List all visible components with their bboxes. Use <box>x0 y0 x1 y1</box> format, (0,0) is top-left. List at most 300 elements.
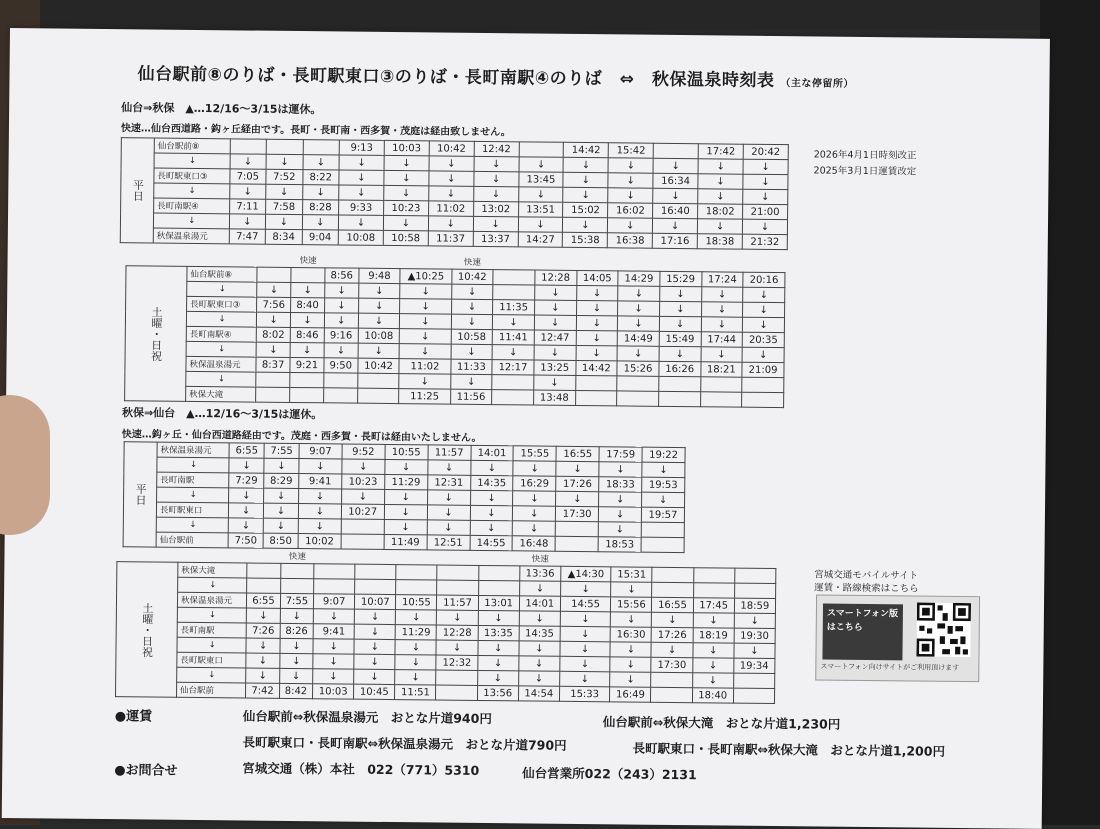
outbound-note: 快速…仙台西道路・鈎ヶ丘経由です。長町・長町南・西多賀・茂庭は経由致しません。 <box>120 123 511 139</box>
time-cell <box>230 139 267 154</box>
time-cell: ↓ <box>734 613 775 628</box>
time-cell: 18:19 <box>693 628 734 643</box>
time-cell: ↓ <box>470 460 513 475</box>
time-cell: 21:09 <box>742 362 784 377</box>
time-cell: 16:34 <box>653 173 698 188</box>
time-cell: ↓ <box>478 640 519 655</box>
time-cell: 18:59 <box>734 598 775 613</box>
time-cell: 8:42 <box>279 683 313 698</box>
time-cell: ↓ <box>473 186 518 201</box>
time-cell: 19:22 <box>642 447 685 462</box>
express-label <box>325 253 359 268</box>
time-cell: 13:45 <box>518 172 563 187</box>
time-cell <box>478 565 519 580</box>
time-cell <box>734 568 775 583</box>
time-cell: 11:57 <box>428 445 471 460</box>
time-cell: 10:55 <box>396 595 437 610</box>
time-cell <box>641 522 684 537</box>
time-cell: ↓ <box>608 188 653 203</box>
time-cell: ↓ <box>257 282 291 297</box>
time-cell: ↓ <box>518 217 563 232</box>
express-label <box>314 549 355 564</box>
time-cell: ↓ <box>342 459 385 474</box>
time-cell: ↓ <box>313 669 354 684</box>
time-cell: 14:01 <box>519 596 560 611</box>
time-cell <box>492 375 534 390</box>
stop-name-cell: ↓ <box>186 341 256 357</box>
time-cell: ↓ <box>354 669 395 684</box>
time-cell <box>314 564 355 579</box>
smartphone-button[interactable]: スマートフォン版はこちら <box>822 604 903 661</box>
header-spacer <box>126 251 257 267</box>
qr-code-card[interactable] <box>815 594 980 682</box>
time-cell: ↓ <box>302 215 339 230</box>
time-cell: 10:42 <box>358 358 400 373</box>
time-cell: 11:37 <box>428 231 473 246</box>
time-cell: 9:07 <box>314 594 355 609</box>
time-cell: ↓ <box>534 345 576 360</box>
time-cell: ↓ <box>298 489 341 504</box>
day-type-label: 土曜・日祝 <box>116 562 178 698</box>
time-cell <box>555 536 598 551</box>
time-cell: ↓ <box>652 612 693 627</box>
time-cell: 15:49 <box>659 331 701 346</box>
time-cell: 10:45 <box>354 684 395 699</box>
time-cell: 6:55 <box>229 443 264 458</box>
time-cell: ↓ <box>313 639 354 654</box>
time-cell <box>492 390 534 405</box>
time-cell: 10:07 <box>355 594 396 609</box>
time-cell: 11:56 <box>450 389 492 404</box>
time-cell <box>617 376 659 391</box>
time-cell: 14:54 <box>518 686 559 701</box>
time-cell <box>290 372 324 387</box>
stop-name-cell: ↓ <box>157 487 229 503</box>
time-cell: ↓ <box>610 657 651 672</box>
time-cell: ↓ <box>611 582 652 597</box>
time-cell: 12:31 <box>427 475 470 490</box>
time-cell: 16:30 <box>610 627 651 642</box>
time-cell: 17:59 <box>599 447 642 462</box>
time-cell: 16:55 <box>556 446 599 461</box>
stop-name-cell: 長町南駅④ <box>186 326 256 342</box>
time-cell <box>493 270 535 285</box>
time-cell: 11:41 <box>492 330 534 345</box>
time-cell: ↓ <box>400 299 451 315</box>
time-cell: ↓ <box>290 312 324 327</box>
time-cell <box>280 563 314 578</box>
time-cell: ↓ <box>698 174 743 189</box>
time-cell: ↓ <box>556 491 599 506</box>
time-cell: ↓ <box>229 488 264 503</box>
time-cell: ↓ <box>599 462 642 477</box>
stop-name-cell: 仙台駅前⑧ <box>187 266 257 282</box>
stop-name-cell: 仙台駅前⑧ <box>154 138 230 154</box>
time-cell <box>291 267 325 282</box>
time-cell: ▲10:25 <box>400 269 451 285</box>
time-cell: ↓ <box>384 185 429 200</box>
time-cell: ↓ <box>354 639 395 654</box>
time-cell: 7:52 <box>266 169 303 184</box>
time-cell: 10:23 <box>383 200 428 215</box>
time-cell: ↓ <box>563 172 608 187</box>
time-cell <box>693 583 734 598</box>
time-cell: 10:23 <box>342 474 385 489</box>
time-cell: ↓ <box>427 460 470 475</box>
time-cell: ↓ <box>698 189 743 204</box>
time-cell: 18:02 <box>698 204 743 219</box>
time-cell: ↓ <box>519 611 560 626</box>
inbound-weekday-table <box>123 441 686 553</box>
time-cell: ↓ <box>291 282 325 297</box>
time-cell: 11:35 <box>493 300 535 315</box>
time-cell <box>653 143 698 158</box>
contact-label: ●お問合せ <box>114 763 178 779</box>
time-cell: 12:51 <box>427 535 470 550</box>
time-cell: 9:41 <box>299 474 342 489</box>
time-cell <box>733 688 774 703</box>
time-cell: 9:07 <box>299 444 342 459</box>
mobile-site-title: 宮城交通モバイルサイト <box>814 569 919 582</box>
time-cell: 10:03 <box>313 684 354 699</box>
time-cell: ↓ <box>358 298 400 313</box>
stop-name-cell: 長町駅東口③ <box>154 168 230 184</box>
stop-name-cell: ↓ <box>153 213 229 229</box>
revision-1: 2026年4月1日時刻改正 <box>813 149 917 162</box>
time-cell: 17:24 <box>701 272 743 287</box>
time-cell: ↓ <box>598 522 641 537</box>
stop-name-cell: 秋保温泉湯元 <box>157 442 229 458</box>
express-label: 快速 <box>463 257 481 268</box>
time-cell: 18:38 <box>697 234 742 249</box>
express-label <box>247 549 281 564</box>
time-cell <box>436 685 477 700</box>
outbound-weekday-table <box>120 137 789 250</box>
time-cell: ↓ <box>427 490 470 505</box>
inbound-note: 快速…鈎ヶ丘・仙台西道路経由です。茂庭・西多賀・長町は経由いたしません。 <box>121 429 482 444</box>
time-cell: 10:42 <box>429 141 474 156</box>
time-cell: 14:42 <box>575 360 617 375</box>
time-cell: ↓ <box>519 656 560 671</box>
stop-name-cell: 長町南駅 <box>177 622 246 638</box>
inbound-holiday-table <box>115 547 777 704</box>
time-cell <box>617 391 659 406</box>
time-cell: 12:28 <box>437 625 478 640</box>
stop-name-cell: ↓ <box>177 667 246 683</box>
time-cell: ↓ <box>358 313 400 328</box>
time-cell: ↓ <box>384 155 429 170</box>
time-cell <box>575 375 617 390</box>
time-cell <box>652 582 693 597</box>
time-cell: 18:21 <box>700 362 742 377</box>
time-cell: ↓ <box>436 640 477 655</box>
time-cell: ↓ <box>560 611 611 627</box>
time-cell: ↓ <box>563 157 608 172</box>
time-cell: ↓ <box>229 184 266 199</box>
time-cell: ↓ <box>692 658 733 673</box>
time-cell: ↓ <box>653 218 698 233</box>
time-cell: 11:02 <box>399 359 450 375</box>
time-cell: ↓ <box>473 216 518 231</box>
time-cell: ↓ <box>618 286 660 301</box>
time-cell: 16:29 <box>513 476 556 491</box>
time-cell: ↓ <box>701 287 743 302</box>
express-label <box>437 551 478 566</box>
time-cell: ↓ <box>229 518 264 533</box>
time-cell: 14:35 <box>470 475 513 490</box>
time-cell: 13:37 <box>473 231 518 246</box>
express-label <box>355 550 396 565</box>
time-cell: 7:26 <box>246 623 280 638</box>
time-cell: 12:32 <box>436 655 477 670</box>
time-cell: ↓ <box>341 489 384 504</box>
time-cell: 15:56 <box>611 597 652 612</box>
qr-caption: スマートフォン向けサイトがご利用頂けます <box>820 662 960 672</box>
time-cell: ↓ <box>339 170 384 185</box>
time-cell: ↓ <box>743 189 788 204</box>
time-cell: ↓ <box>229 458 264 473</box>
time-cell: ↓ <box>659 346 701 361</box>
time-cell: ↓ <box>429 171 474 186</box>
time-cell: ↓ <box>618 301 660 316</box>
time-cell: 8:46 <box>290 327 324 342</box>
time-cell: ↓ <box>519 581 560 596</box>
express-label <box>493 255 535 270</box>
time-cell: ↓ <box>576 300 618 315</box>
contact-main: 宮城交通（株）本社 022（771）5310 <box>242 760 480 778</box>
time-cell: ↓ <box>399 344 450 360</box>
time-cell: 16:40 <box>653 203 698 218</box>
time-cell: ↓ <box>358 343 400 358</box>
time-cell: 14:01 <box>470 445 513 460</box>
stop-name-cell: ↓ <box>177 607 246 623</box>
time-cell <box>396 580 437 595</box>
time-cell <box>519 142 564 157</box>
stop-name-cell: ↓ <box>157 457 229 473</box>
time-cell: 10:58 <box>383 230 428 245</box>
time-cell: ↓ <box>451 299 493 314</box>
fare-item: 仙台駅前⇔秋保大滝 おとな片道1,230円 <box>602 714 841 732</box>
time-cell: 13:01 <box>478 595 519 610</box>
time-cell: ↓ <box>298 519 341 534</box>
express-label <box>618 256 660 271</box>
time-cell: 10:58 <box>451 329 493 344</box>
time-cell: 10:08 <box>338 230 383 245</box>
time-cell: ↓ <box>429 156 474 171</box>
time-cell: ↓ <box>742 347 784 362</box>
time-cell: ↓ <box>264 458 299 473</box>
time-cell: ↓ <box>534 375 576 390</box>
time-cell: 8:34 <box>265 229 302 244</box>
time-cell: ↓ <box>563 187 608 202</box>
stop-name-cell: 仙台駅前 <box>177 682 246 698</box>
time-cell: 7:05 <box>230 169 267 184</box>
time-cell: 14:05 <box>576 270 618 285</box>
time-cell: ↓ <box>642 462 685 477</box>
time-cell: 7:56 <box>257 297 291 312</box>
time-cell <box>693 568 734 583</box>
time-cell <box>341 519 384 534</box>
time-cell: 15:55 <box>513 446 556 461</box>
time-cell <box>651 687 692 702</box>
time-cell: ↓ <box>470 520 513 535</box>
time-cell: ↓ <box>608 218 653 233</box>
express-label <box>702 257 744 272</box>
express-label <box>577 256 619 271</box>
time-cell: ↓ <box>437 610 478 625</box>
time-cell: 14:29 <box>618 271 660 286</box>
time-cell <box>280 578 314 593</box>
time-cell: 9:04 <box>302 230 339 245</box>
express-label: 快速 <box>299 256 317 267</box>
express-label <box>561 552 612 567</box>
express-label <box>611 552 652 567</box>
time-cell: ↓ <box>518 187 563 202</box>
time-cell: ↓ <box>743 287 785 302</box>
day-type-label: 土曜・日祝 <box>125 266 187 402</box>
express-label <box>735 554 776 569</box>
stop-name-cell: 秋保温泉湯元 <box>177 592 246 608</box>
time-cell: 15:29 <box>660 271 702 286</box>
time-cell: 16:26 <box>659 361 701 376</box>
time-cell: ↓ <box>576 315 618 330</box>
stop-name-cell: ↓ <box>178 577 247 593</box>
revision-2: 2025年3月1日運賃改定 <box>813 165 917 178</box>
time-cell: ↓ <box>313 654 354 669</box>
stop-name-cell: ↓ <box>154 153 230 169</box>
stop-name-cell: 秋保大滝 <box>178 562 247 578</box>
stop-name-cell: ↓ <box>186 311 256 327</box>
time-cell: 7:42 <box>246 683 280 698</box>
time-cell <box>357 373 399 388</box>
time-cell: ↓ <box>354 624 395 639</box>
time-cell: 15:26 <box>617 361 659 376</box>
time-cell: 13:56 <box>477 685 518 700</box>
fare-label: ●運賃 <box>114 709 153 725</box>
time-cell: ↓ <box>279 668 313 683</box>
stop-name-cell: 長町駅東口③ <box>187 296 257 312</box>
time-cell: ↓ <box>339 185 384 200</box>
time-cell: ↓ <box>534 315 576 330</box>
time-cell: 16:48 <box>512 536 555 551</box>
express-label: 快速 <box>531 554 549 565</box>
time-cell: ↓ <box>556 461 599 476</box>
time-cell: 10:02 <box>298 534 341 549</box>
time-cell: ↓ <box>256 342 290 357</box>
time-cell: 8:28 <box>302 200 339 215</box>
time-cell: ↓ <box>428 216 473 231</box>
time-cell: ↓ <box>395 670 436 685</box>
outbound-heading: 仙台⇒秋保 ▲…12/16～3/15は運休。 <box>121 101 322 117</box>
time-cell: 17:26 <box>556 476 599 491</box>
time-cell: 14:55 <box>560 596 611 612</box>
time-cell: 18:53 <box>598 537 641 552</box>
time-cell: ↓ <box>355 609 396 624</box>
time-cell: ↓ <box>395 640 436 655</box>
time-cell: ↓ <box>698 159 743 174</box>
time-cell <box>437 580 478 595</box>
time-cell: ↓ <box>280 608 314 623</box>
time-cell: ↓ <box>734 643 775 658</box>
time-cell: 17:16 <box>652 233 697 248</box>
time-cell: 7:50 <box>228 533 263 548</box>
express-label <box>652 553 693 568</box>
time-cell: ↓ <box>451 284 493 299</box>
time-cell <box>324 373 358 388</box>
time-cell: 7:55 <box>264 443 299 458</box>
time-cell: ↓ <box>247 608 281 623</box>
time-cell: ↓ <box>519 157 564 172</box>
time-cell: ↓ <box>692 673 733 688</box>
time-cell <box>700 377 742 392</box>
stop-name-cell: 長町南駅 <box>157 472 229 488</box>
time-cell: ↓ <box>384 489 427 504</box>
time-cell: 8:02 <box>256 327 290 342</box>
time-cell: ↓ <box>263 518 298 533</box>
stop-name-cell: 長町駅東口 <box>156 502 228 518</box>
background-top <box>0 0 1100 30</box>
time-cell: ↓ <box>429 186 474 201</box>
time-cell: 12:42 <box>474 141 519 156</box>
express-label <box>693 553 734 568</box>
time-cell: 7:29 <box>229 473 264 488</box>
time-cell <box>290 387 324 402</box>
time-cell: 11:29 <box>395 625 436 640</box>
time-cell: ↓ <box>384 170 429 185</box>
time-cell: ↓ <box>701 302 743 317</box>
stop-name-cell: ↓ <box>154 183 230 199</box>
time-cell: 13:48 <box>533 390 575 405</box>
time-cell: ↓ <box>560 581 611 597</box>
time-cell: 11:02 <box>428 201 473 216</box>
time-cell: ↓ <box>290 342 324 357</box>
time-cell: ↓ <box>298 504 341 519</box>
time-cell: ↓ <box>384 504 427 519</box>
time-cell: ↓ <box>477 670 518 685</box>
time-cell: ↓ <box>266 154 303 169</box>
time-cell: ↓ <box>383 215 428 230</box>
time-cell <box>658 391 700 406</box>
time-cell: 19:53 <box>642 477 685 492</box>
time-cell: ↓ <box>384 519 427 534</box>
time-cell: ↓ <box>534 300 576 315</box>
express-label <box>743 258 785 273</box>
time-cell <box>742 392 784 407</box>
time-cell: 9:52 <box>342 444 385 459</box>
qr-code-icon[interactable] <box>916 603 971 658</box>
time-cell: ↓ <box>576 345 618 360</box>
time-cell: ↓ <box>400 329 451 345</box>
time-cell: 15:38 <box>563 232 608 247</box>
stop-name-cell: 秋保温泉湯元 <box>186 356 256 372</box>
time-cell: 18:33 <box>599 477 642 492</box>
fare-item: 長町駅東口・長町南駅⇔秋保温泉湯元 おとな片道790円 <box>242 734 567 753</box>
time-cell <box>247 563 281 578</box>
time-cell <box>493 285 535 300</box>
time-cell: ↓ <box>493 315 535 330</box>
time-cell: 19:34 <box>734 658 775 673</box>
time-cell: ↓ <box>576 285 618 300</box>
time-cell: 16:38 <box>608 233 653 248</box>
stop-name-cell: 長町駅東口 <box>177 652 246 668</box>
time-cell: ↓ <box>513 461 556 476</box>
time-cell <box>641 537 684 552</box>
time-cell: 7:55 <box>280 593 314 608</box>
express-label <box>396 550 437 565</box>
time-cell: ↓ <box>513 506 556 521</box>
time-cell: 13:35 <box>478 625 519 640</box>
time-cell: 16:49 <box>610 687 651 702</box>
